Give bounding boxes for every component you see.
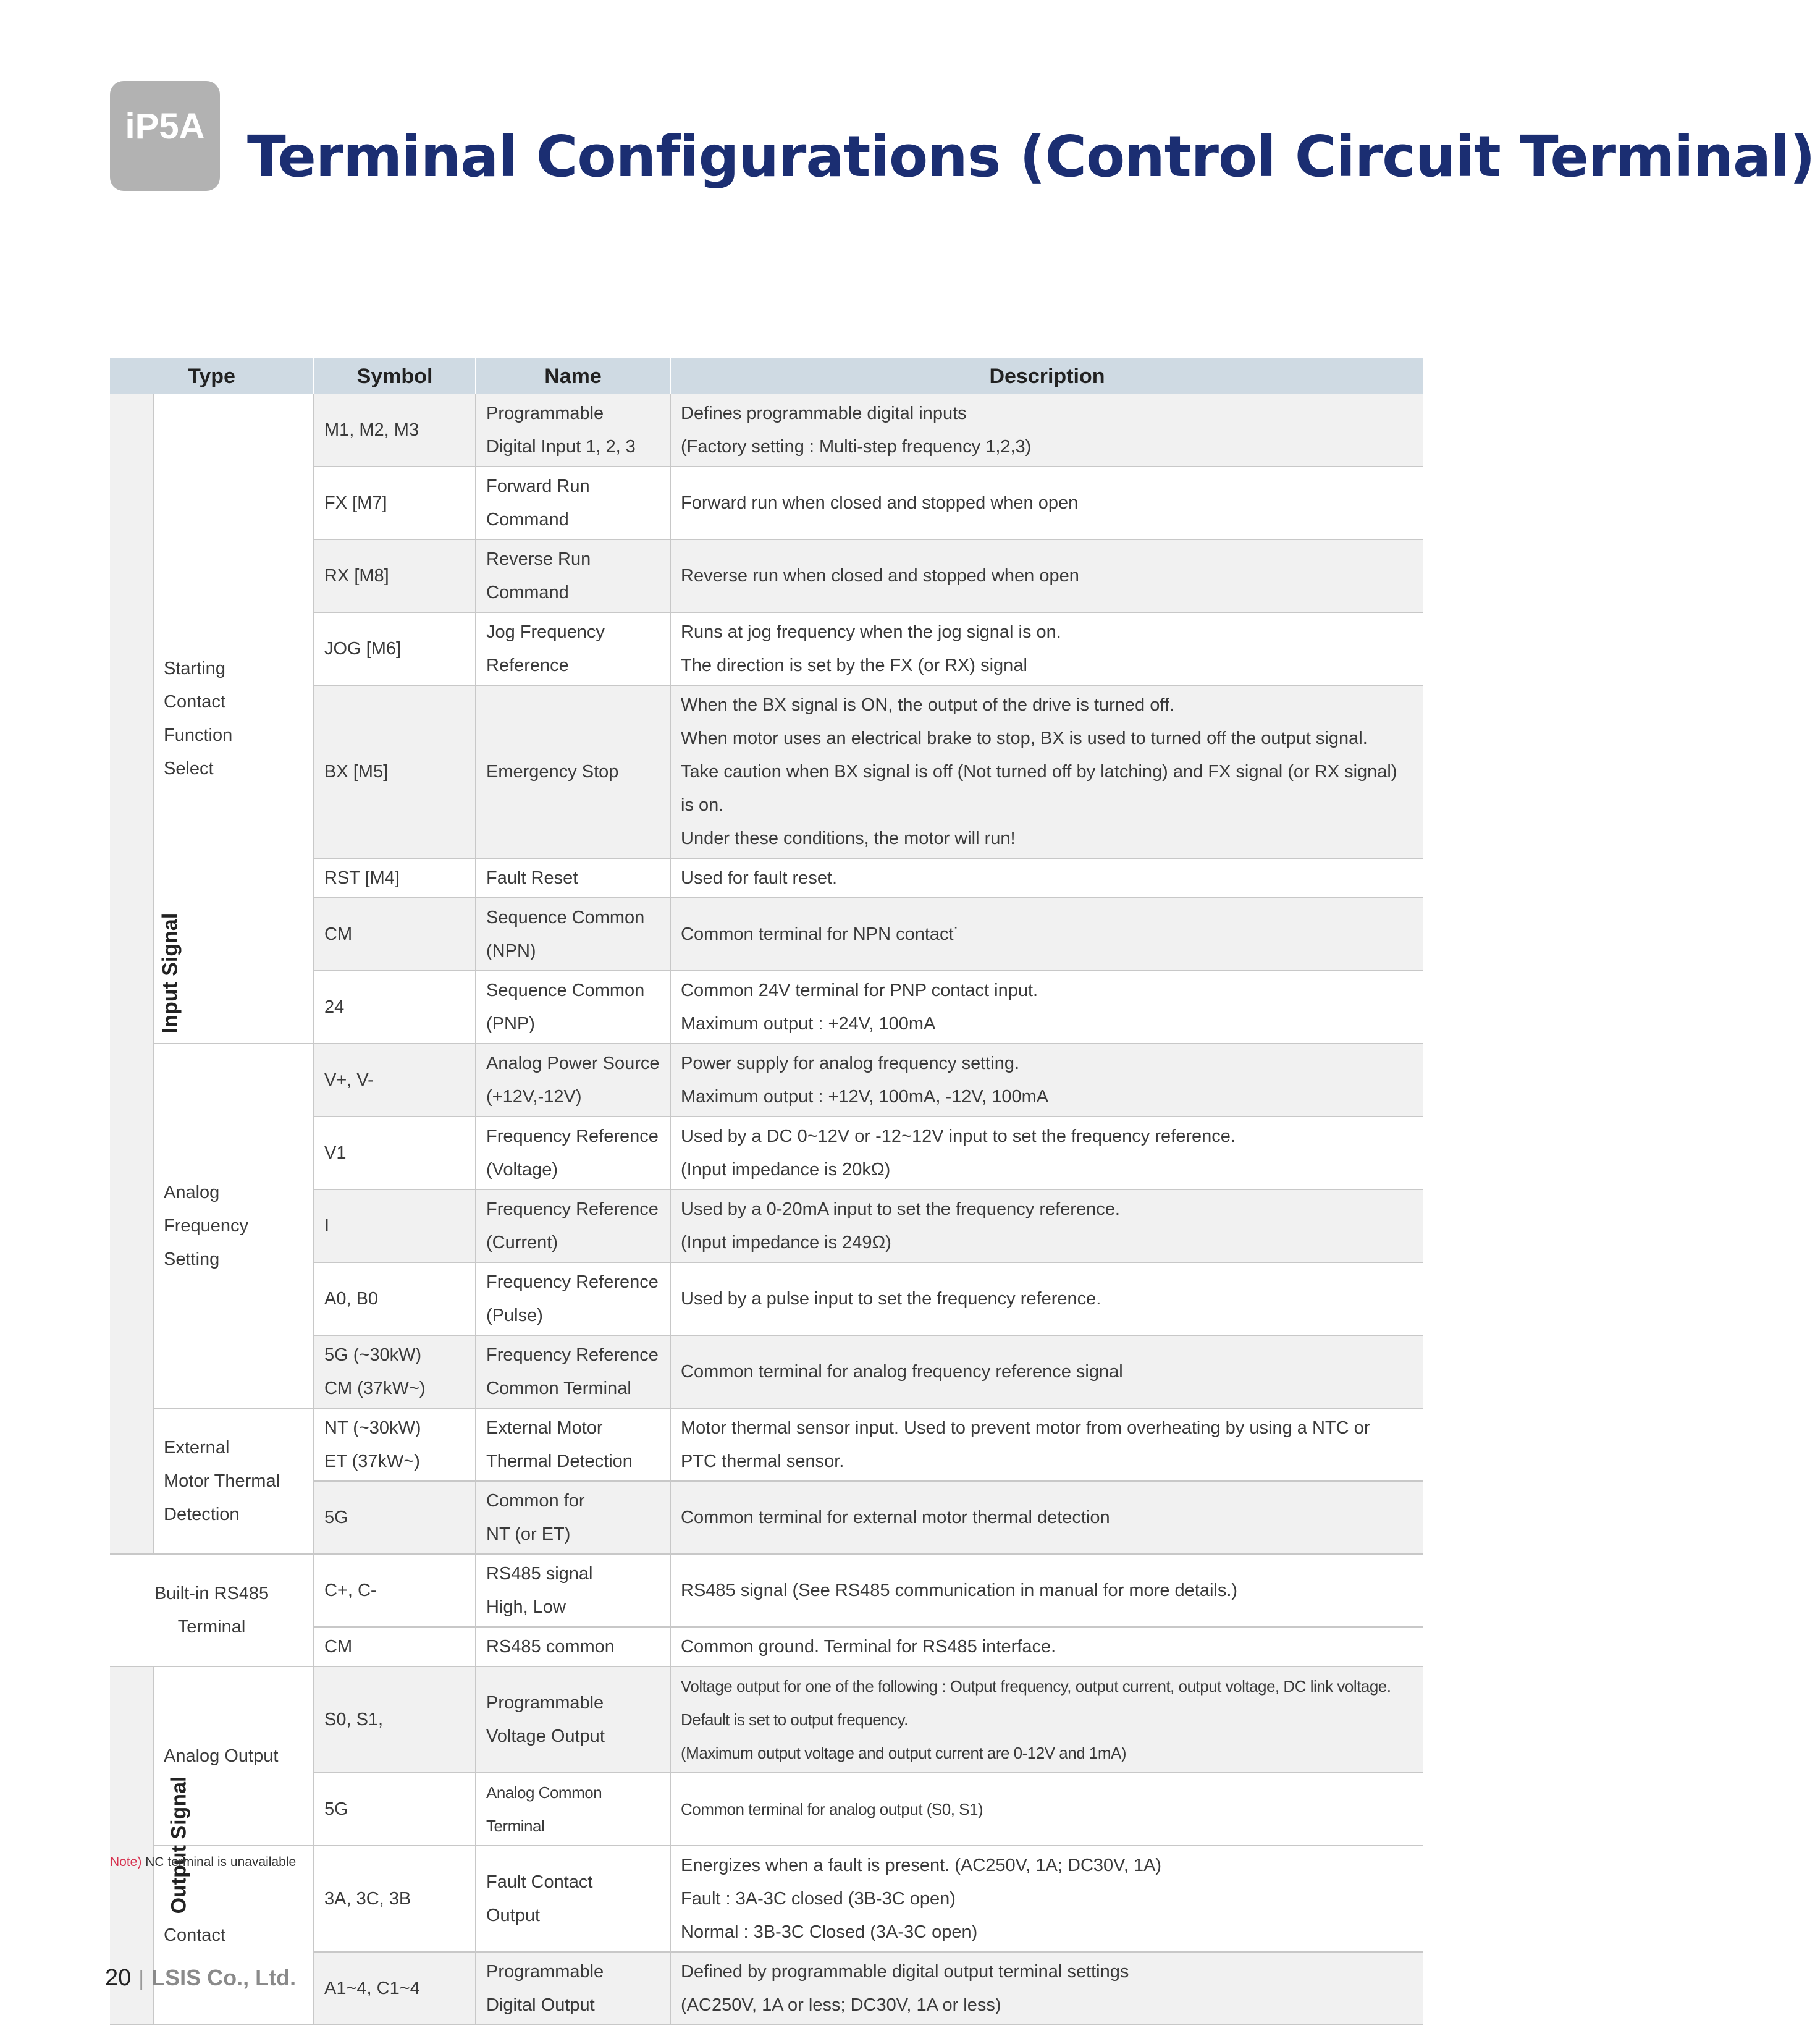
description-cell-line: Energizes when a fault is present. (AC250V, 1A; DC30V, 1A): [681, 1856, 1162, 1875]
name-cell: [476, 1189, 670, 1262]
name-cell: [476, 685, 670, 858]
name-cell-line: Jog Frequency: [486, 622, 605, 642]
description-cell-line: Used by a DC 0~12V or -12~12V input to set the frequency reference.: [681, 1126, 1236, 1146]
name-cell-line: RS485 signal: [486, 1564, 593, 1584]
type-external-motor-thermal: [153, 1408, 314, 1554]
name-cell-line: Command: [486, 510, 569, 530]
description-cell-line: PTC thermal sensor.: [681, 1451, 844, 1471]
table-row: [110, 1408, 1423, 1481]
terminal-table: [110, 358, 1423, 2025]
header-description: Description: [670, 358, 1423, 394]
description-cell-line: Runs at jog frequency when the jog signal is on.: [681, 622, 1061, 642]
name-cell-line: Frequency Reference: [486, 1199, 659, 1219]
name-cell-line: Digital Input 1, 2, 3: [486, 437, 636, 457]
name-cell-line: Programmable: [486, 403, 604, 423]
description-cell: [670, 1554, 1423, 1627]
description-cell: [670, 1481, 1423, 1554]
description-cell: [670, 394, 1423, 467]
table-row: [110, 1846, 1423, 1952]
symbol-cell: [314, 539, 476, 612]
symbol-cell: [314, 394, 476, 467]
symbol-cell: [314, 612, 476, 685]
table-header-row: [110, 358, 1423, 394]
type-line: External: [164, 1438, 230, 1458]
symbol-cell-line: C+, C-: [324, 1581, 377, 1600]
symbol-cell-line: S0, S1,: [324, 1710, 384, 1729]
type-line: Setting: [164, 1249, 220, 1269]
description-cell: [670, 971, 1423, 1044]
symbol-cell: [314, 1773, 476, 1846]
name-cell: [476, 394, 670, 467]
description-cell: [670, 1189, 1423, 1262]
description-cell-line: Common terminal for NPN contact˙: [681, 924, 960, 944]
name-cell-line: Forward Run: [486, 476, 590, 496]
name-cell-line: Output: [486, 1906, 541, 1925]
name-cell: [476, 1554, 670, 1627]
name-cell-line: Thermal Detection: [486, 1451, 633, 1471]
type-line: Function: [164, 725, 233, 745]
symbol-cell: [314, 971, 476, 1044]
type-line: Analog: [164, 1183, 220, 1202]
description-cell-line: Common terminal for analog frequency reference signal: [681, 1362, 1123, 1382]
description-cell-line: Voltage output for one of the following : Output frequency, output current, output voltage, DC link voltage.: [681, 1677, 1391, 1696]
symbol-cell-line: A1~4, C1~4: [324, 1979, 420, 1998]
page-title: Terminal Configurations (Control Circuit Terminal): [247, 124, 1815, 190]
symbol-cell-line: BX [M5]: [324, 762, 389, 782]
name-cell-line: Programmable: [486, 1693, 604, 1713]
name-cell-line: Command: [486, 583, 569, 602]
name-cell-line: Common Terminal: [486, 1379, 631, 1398]
type-line: Starting: [164, 659, 225, 678]
name-cell-line: Digital Output: [486, 1995, 595, 2015]
symbol-cell: [314, 858, 476, 898]
name-cell-line: (PNP): [486, 1014, 535, 1034]
table-row: [110, 1554, 1423, 1627]
description-cell-line: Common terminal for external motor thermal detection: [681, 1508, 1110, 1527]
description-cell: [670, 467, 1423, 539]
name-cell-line: Common for: [486, 1491, 585, 1511]
description-cell: [670, 1627, 1423, 1666]
description-cell: [670, 685, 1423, 858]
name-cell: [476, 612, 670, 685]
description-cell-line: Defined by programmable digital output terminal settings: [681, 1962, 1129, 1982]
name-cell-line: Frequency Reference: [486, 1345, 659, 1365]
description-cell-line: Motor thermal sensor input. Used to prevent motor from overheating by using a NTC or: [681, 1418, 1370, 1438]
type-rs485: Built-in RS485 Terminal: [110, 1554, 314, 1666]
symbol-cell: [314, 1952, 476, 2025]
header-name: Name: [476, 358, 670, 394]
symbol-cell: [314, 1117, 476, 1189]
description-cell: [670, 612, 1423, 685]
symbol-cell-line: 5G (~30kW): [324, 1345, 422, 1365]
name-cell: [476, 1335, 670, 1408]
name-cell-line: Reference: [486, 656, 569, 675]
name-cell-line: (Voltage): [486, 1160, 558, 1180]
symbol-cell-line: CM (37kW~): [324, 1379, 426, 1398]
name-cell: [476, 539, 670, 612]
symbol-cell: [314, 1554, 476, 1627]
symbol-cell-line: V+, V-: [324, 1070, 374, 1090]
description-cell-line: Common terminal for analog output (S0, S1): [681, 1800, 983, 1818]
description-cell-line: Used by a pulse input to set the frequency reference.: [681, 1289, 1101, 1309]
symbol-cell-line: CM: [324, 1637, 353, 1657]
name-cell: [476, 1666, 670, 1773]
name-cell: [476, 1627, 670, 1666]
description-cell: [670, 539, 1423, 612]
type-analog-output: Analog Output: [153, 1666, 314, 1846]
name-cell-line: Frequency Reference: [486, 1126, 659, 1146]
name-cell-line: (Current): [486, 1233, 558, 1252]
product-badge: [110, 81, 220, 191]
description-cell-line: Used by a 0-20mA input to set the frequency reference.: [681, 1199, 1120, 1219]
name-cell-line: External Motor: [486, 1418, 603, 1438]
name-cell-line: Voltage Output: [486, 1726, 605, 1746]
description-cell-line: (Input impedance is 20kΩ): [681, 1160, 891, 1180]
table-row: [110, 1044, 1423, 1117]
table-row: [110, 1666, 1423, 1773]
name-cell-line: High, Low: [486, 1597, 566, 1617]
description-cell: [670, 1408, 1423, 1481]
symbol-cell: [314, 1846, 476, 1952]
name-cell-line: Analog Common Terminal: [486, 1783, 602, 1835]
type-line: Select: [164, 759, 214, 779]
description-cell-line: RS485 signal (See RS485 communication in manual for more details.): [681, 1581, 1238, 1600]
description-cell-line: Maximum output : +12V, 100mA, -12V, 100mA: [681, 1087, 1049, 1107]
description-cell: [670, 1952, 1423, 2025]
symbol-cell: [314, 1627, 476, 1666]
symbol-cell-line: 5G: [324, 1508, 348, 1527]
description-cell-line: When motor uses an electrical brake to stop, BX is used to turned off the output signal.: [681, 728, 1368, 748]
symbol-cell-line: 3A, 3C, 3B: [324, 1889, 411, 1909]
description-cell-line: Common ground. Terminal for RS485 interface.: [681, 1637, 1056, 1657]
name-cell-line: (+12V,-12V): [486, 1087, 582, 1107]
note-label: Note): [110, 1855, 142, 1869]
symbol-cell: [314, 1666, 476, 1773]
description-cell-line: Maximum output : +24V, 100mA: [681, 1014, 936, 1034]
type-line: Frequency: [164, 1216, 249, 1236]
symbol-cell: [314, 898, 476, 971]
name-cell: [476, 1846, 670, 1952]
name-cell: [476, 1117, 670, 1189]
name-cell-line: Sequence Common: [486, 908, 645, 927]
type-line: Detection: [164, 1505, 240, 1524]
description-cell-line: Take caution when BX signal is off (Not turned off by latching) and FX signal (or RX signal) is on.: [681, 762, 1397, 815]
description-cell-line: Under these conditions, the motor will run!: [681, 829, 1016, 848]
type-contact: Contact: [153, 1846, 314, 2025]
company-name: LSIS Co., Ltd.: [151, 1965, 297, 1990]
description-cell: [670, 858, 1423, 898]
description-cell-line: Power supply for analog frequency setting.: [681, 1054, 1020, 1073]
description-cell: [670, 1262, 1423, 1335]
name-cell-line: Emergency Stop: [486, 762, 619, 782]
description-cell-line: Normal : 3B-3C Closed (3A-3C open): [681, 1922, 978, 1942]
symbol-cell-line: 24: [324, 997, 345, 1017]
input-signal-group: [110, 394, 182, 1554]
symbol-cell-line: 5G: [324, 1799, 348, 1819]
name-cell-line: Fault Reset: [486, 868, 578, 888]
table-note: [110, 1855, 296, 1870]
symbol-cell-line: M1, M2, M3: [324, 420, 419, 440]
name-cell-line: (Pulse): [486, 1306, 543, 1325]
symbol-cell-line: I: [324, 1216, 330, 1236]
input-signal-label: Input Signal: [158, 913, 182, 1034]
header-type: Type: [110, 358, 314, 394]
description-cell: [670, 1117, 1423, 1189]
name-cell: [476, 898, 670, 971]
description-cell-line: (AC250V, 1A or less; DC30V, 1A or less): [681, 1995, 1001, 2015]
name-cell: [476, 1952, 670, 2025]
description-cell: [670, 1773, 1423, 1846]
name-cell: [476, 858, 670, 898]
description-cell: [670, 898, 1423, 971]
page-footer: [105, 1965, 296, 1991]
name-cell: [476, 971, 670, 1044]
description-cell-line: (Input impedance is 249Ω): [681, 1233, 891, 1252]
name-cell-line: Fault Contact: [486, 1872, 593, 1892]
symbol-cell-line: V1: [324, 1143, 347, 1163]
description-cell: [670, 1846, 1423, 1952]
type-analog-frequency: [153, 1044, 314, 1408]
name-cell-line: Programmable: [486, 1962, 604, 1982]
footer-separator: |: [138, 1967, 145, 1990]
name-cell: [476, 1262, 670, 1335]
description-cell-line: Default is set to output frequency.: [681, 1710, 908, 1729]
description-cell-line: The direction is set by the FX (or RX) signal: [681, 656, 1027, 675]
description-cell-line: Forward run when closed and stopped when open: [681, 493, 1079, 513]
description-cell: [670, 1666, 1423, 1773]
name-cell-line: Frequency Reference: [486, 1272, 659, 1292]
description-cell-line: (Factory setting : Multi-step frequency 1,2,3): [681, 437, 1032, 457]
note-text: NC terminal is unavailable: [141, 1855, 297, 1869]
type-line: Motor Thermal: [164, 1471, 280, 1491]
description-cell-line: (Maximum output voltage and output current are 0-12V and 1mA): [681, 1744, 1127, 1762]
symbol-cell-line: CM: [324, 924, 353, 944]
header-symbol: Symbol: [314, 358, 476, 394]
type-line: Contact: [164, 692, 225, 712]
name-cell: [476, 467, 670, 539]
name-cell: [476, 1044, 670, 1117]
symbol-cell-line: NT (~30kW): [324, 1418, 421, 1438]
symbol-cell: [314, 1335, 476, 1408]
symbol-cell: [314, 1262, 476, 1335]
description-cell-line: Common 24V terminal for PNP contact input.: [681, 981, 1038, 1000]
description-cell: [670, 1044, 1423, 1117]
description-cell-line: Used for fault reset.: [681, 868, 838, 888]
symbol-cell: [314, 1408, 476, 1481]
description-cell-line: When the BX signal is ON, the output of the drive is turned off.: [681, 695, 1175, 715]
description-cell-line: Defines programmable digital inputs: [681, 403, 967, 423]
description-cell-line: Reverse run when closed and stopped when open: [681, 566, 1079, 586]
name-cell-line: Analog Power Source: [486, 1054, 660, 1073]
description-cell: [670, 1335, 1423, 1408]
name-cell: [476, 1773, 670, 1846]
symbol-cell-line: ET (37kW~): [324, 1451, 420, 1471]
symbol-cell: [314, 467, 476, 539]
symbol-cell-line: JOG [M6]: [324, 639, 402, 659]
symbol-cell-line: FX [M7]: [324, 493, 387, 513]
symbol-cell-line: RST [M4]: [324, 868, 400, 888]
badge-text: iP5A: [125, 106, 205, 146]
name-cell-line: Sequence Common: [486, 981, 645, 1000]
symbol-cell: [314, 1044, 476, 1117]
description-cell-line: Fault : 3A-3C closed (3B-3C open): [681, 1889, 956, 1909]
symbol-cell: [314, 1481, 476, 1554]
symbol-cell: [314, 1189, 476, 1262]
name-cell: [476, 1408, 670, 1481]
symbol-cell-line: RX [M8]: [324, 566, 389, 586]
name-cell-line: RS485 common: [486, 1637, 615, 1657]
name-cell: [476, 1481, 670, 1554]
name-cell-line: (NPN): [486, 941, 536, 961]
table-row: [110, 394, 1423, 467]
symbol-cell-line: A0, B0: [324, 1289, 379, 1309]
name-cell-line: NT (or ET): [486, 1524, 571, 1544]
page-number: 20: [105, 1965, 132, 1991]
symbol-cell: [314, 685, 476, 858]
name-cell-line: Reverse Run: [486, 549, 591, 569]
output-signal-label: Output Signal: [167, 1776, 191, 1914]
